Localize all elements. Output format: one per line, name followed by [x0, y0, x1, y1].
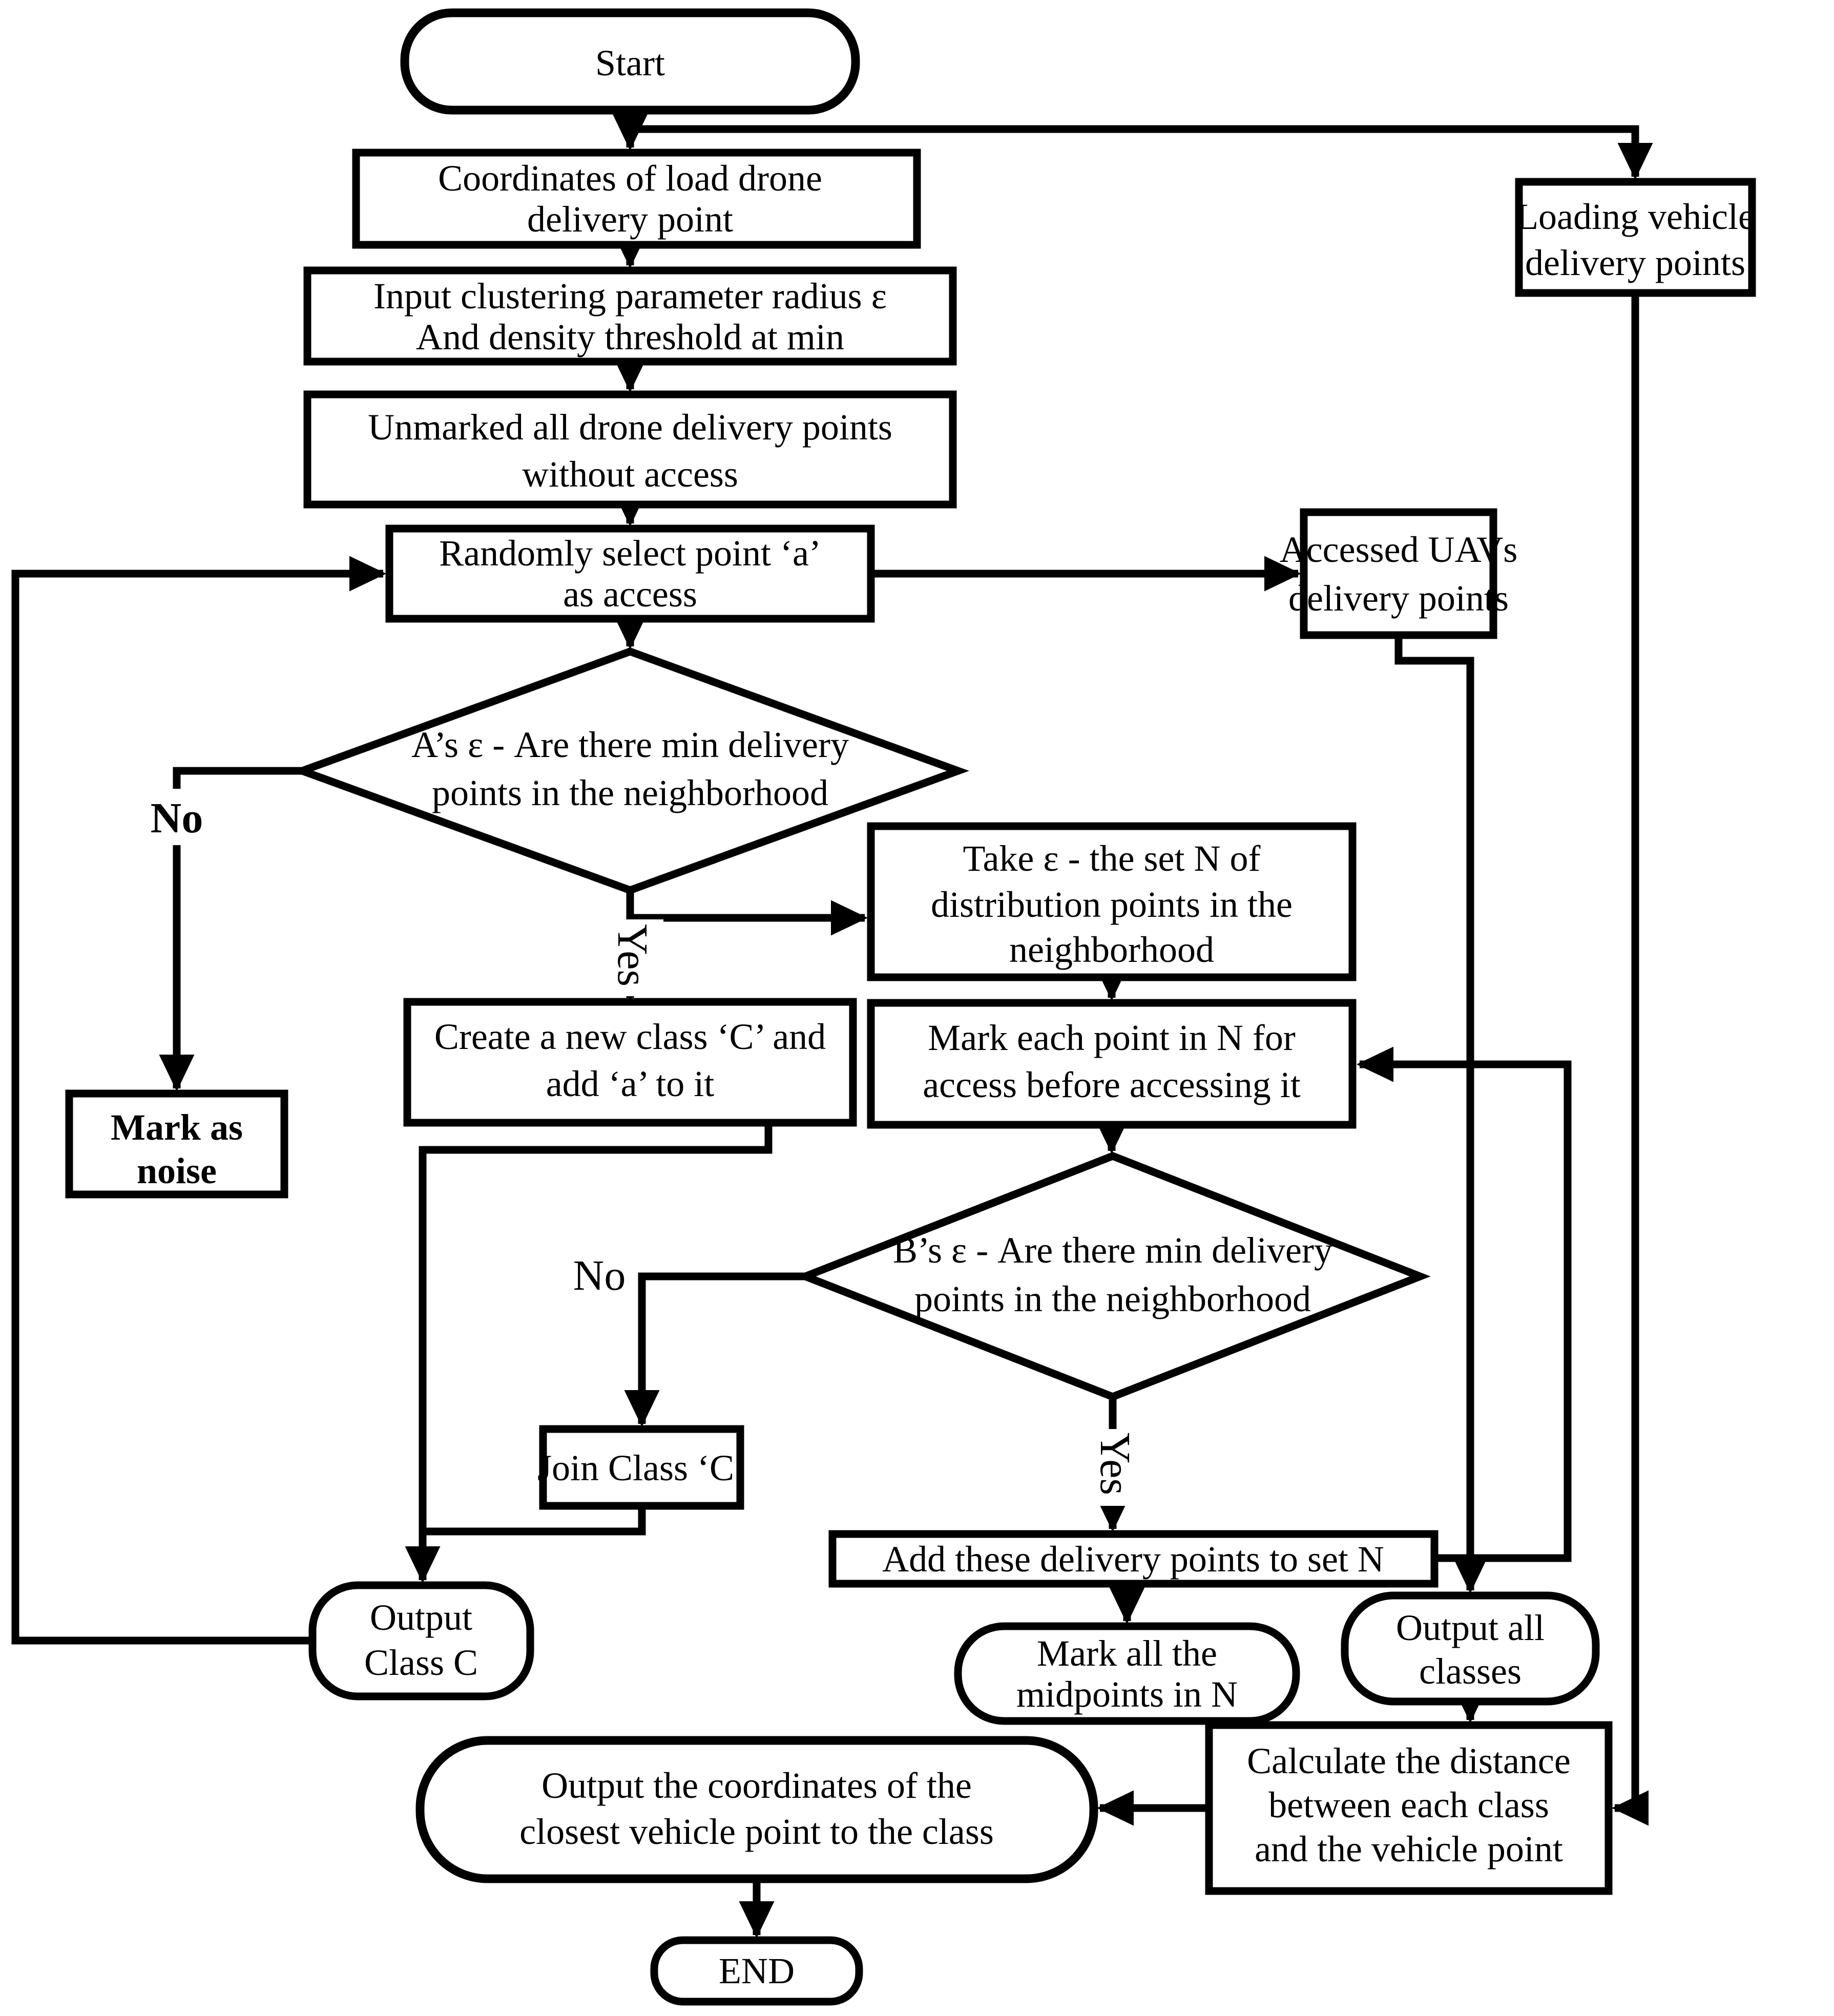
svg-text:Unmarked all drone delivery po: Unmarked all drone delivery points [368, 407, 892, 448]
svg-text:classes: classes [1419, 1651, 1522, 1692]
node-output-all [1345, 1595, 1596, 1702]
node-mark-midpoints [958, 1626, 1296, 1721]
svg-text:Coordinates of load drone: Coordinates of load drone [438, 158, 822, 199]
node-end [654, 1940, 859, 2002]
edge-loading-vehicle-calculate [1615, 293, 1635, 1808]
svg-text:as access: as access [563, 574, 697, 615]
node-create-class [407, 1002, 853, 1123]
svg-text:closest vehicle point to the c: closest vehicle point to the class [519, 1811, 994, 1852]
node-unmarked [307, 394, 953, 505]
node-start [405, 13, 856, 110]
svg-text:noise: noise [136, 1150, 217, 1191]
node-mark-noise [69, 1094, 284, 1194]
edge-accessed-output-all [1399, 635, 1470, 1590]
svg-text:Loading vehicle: Loading vehicle [1516, 196, 1755, 237]
svg-text:Class C: Class C [364, 1642, 478, 1683]
svg-text:between each class: between each class [1268, 1784, 1549, 1825]
svg-text:Add these delivery points to s: Add these delivery points to set N [882, 1539, 1384, 1580]
svg-text:Join Class ‘C’: Join Class ‘C’ [537, 1447, 747, 1488]
svg-text:Mark all the: Mark all the [1037, 1633, 1217, 1674]
svg-text:Randomly select point ‘a’: Randomly select point ‘a’ [439, 533, 821, 574]
svg-text:Input clustering parameter rad: Input clustering parameter radius ε [373, 276, 887, 317]
svg-text:A’s ε - Are there min delivery: A’s ε - Are there min delivery [411, 724, 849, 765]
svg-text:distribution points in the: distribution points in the [930, 884, 1293, 925]
svg-text:Accessed UAVs: Accessed UAVs [1279, 529, 1518, 570]
edge-label-a-yes: Yes [609, 923, 656, 987]
edge-label-b-no: No [573, 1252, 626, 1299]
node-output-coords [420, 1740, 1094, 1879]
svg-text:B’s ε - Are there min delivery: B’s ε - Are there min delivery [893, 1230, 1332, 1271]
edge-label-b-yes: Yes [1091, 1432, 1139, 1496]
node-add-points [832, 1534, 1434, 1584]
svg-text:and the vehicle point: and the vehicle point [1255, 1829, 1563, 1870]
node-input-params [307, 270, 953, 362]
svg-text:without access: without access [522, 454, 738, 495]
edge-label-a-no: No [150, 794, 203, 842]
svg-text:Output all: Output all [1396, 1607, 1545, 1648]
svg-text:delivery point: delivery point [527, 199, 733, 240]
svg-text:neighborhood: neighborhood [1009, 929, 1214, 970]
edge-decision-b-join-class [642, 1276, 805, 1424]
node-join-class [537, 1429, 746, 1506]
edge-create-class-output-class-c [423, 1123, 768, 1580]
node-loading-vehicle [1516, 182, 1755, 293]
svg-text:delivery points: delivery points [1525, 242, 1745, 283]
svg-text:END: END [719, 1950, 795, 1991]
svg-text:midpoints in N: midpoints in N [1016, 1674, 1238, 1715]
svg-text:Calculate the distance: Calculate the distance [1247, 1740, 1571, 1781]
node-decision-a [302, 652, 958, 890]
node-calculate [1209, 1725, 1609, 1891]
node-decision-b [805, 1156, 1420, 1397]
svg-text:Mark as: Mark as [111, 1107, 243, 1148]
node-output-class-c [312, 1585, 530, 1696]
svg-text:Mark each point in N for: Mark each point in N for [928, 1017, 1296, 1058]
svg-text:add ‘a’ to it: add ‘a’ to it [546, 1063, 715, 1104]
node-take-set [871, 826, 1352, 977]
node-random-select [389, 529, 871, 619]
svg-text:delivery points: delivery points [1288, 578, 1509, 619]
node-mark-each [871, 1003, 1352, 1125]
edge-add-points-loop-mark-each [1360, 1064, 1568, 1558]
svg-text:Create a new class ‘C’ and: Create a new class ‘C’ and [434, 1016, 826, 1057]
svg-text:access before accessing it: access before accessing it [923, 1064, 1301, 1105]
node-accessed-uavs [1280, 512, 1518, 635]
node-coordinates [356, 153, 917, 245]
svg-text:points in the neighborhood: points in the neighborhood [432, 772, 828, 813]
svg-text:Start: Start [595, 43, 665, 83]
svg-text:And density threshold at min: And density threshold at min [416, 317, 844, 358]
svg-text:Output the coordinates of the: Output the coordinates of the [541, 1765, 972, 1806]
svg-text:points in the neighborhood: points in the neighborhood [914, 1278, 1311, 1319]
svg-text:Output: Output [369, 1597, 473, 1638]
svg-text:Take ε - the set N of: Take ε - the set N of [963, 838, 1261, 879]
